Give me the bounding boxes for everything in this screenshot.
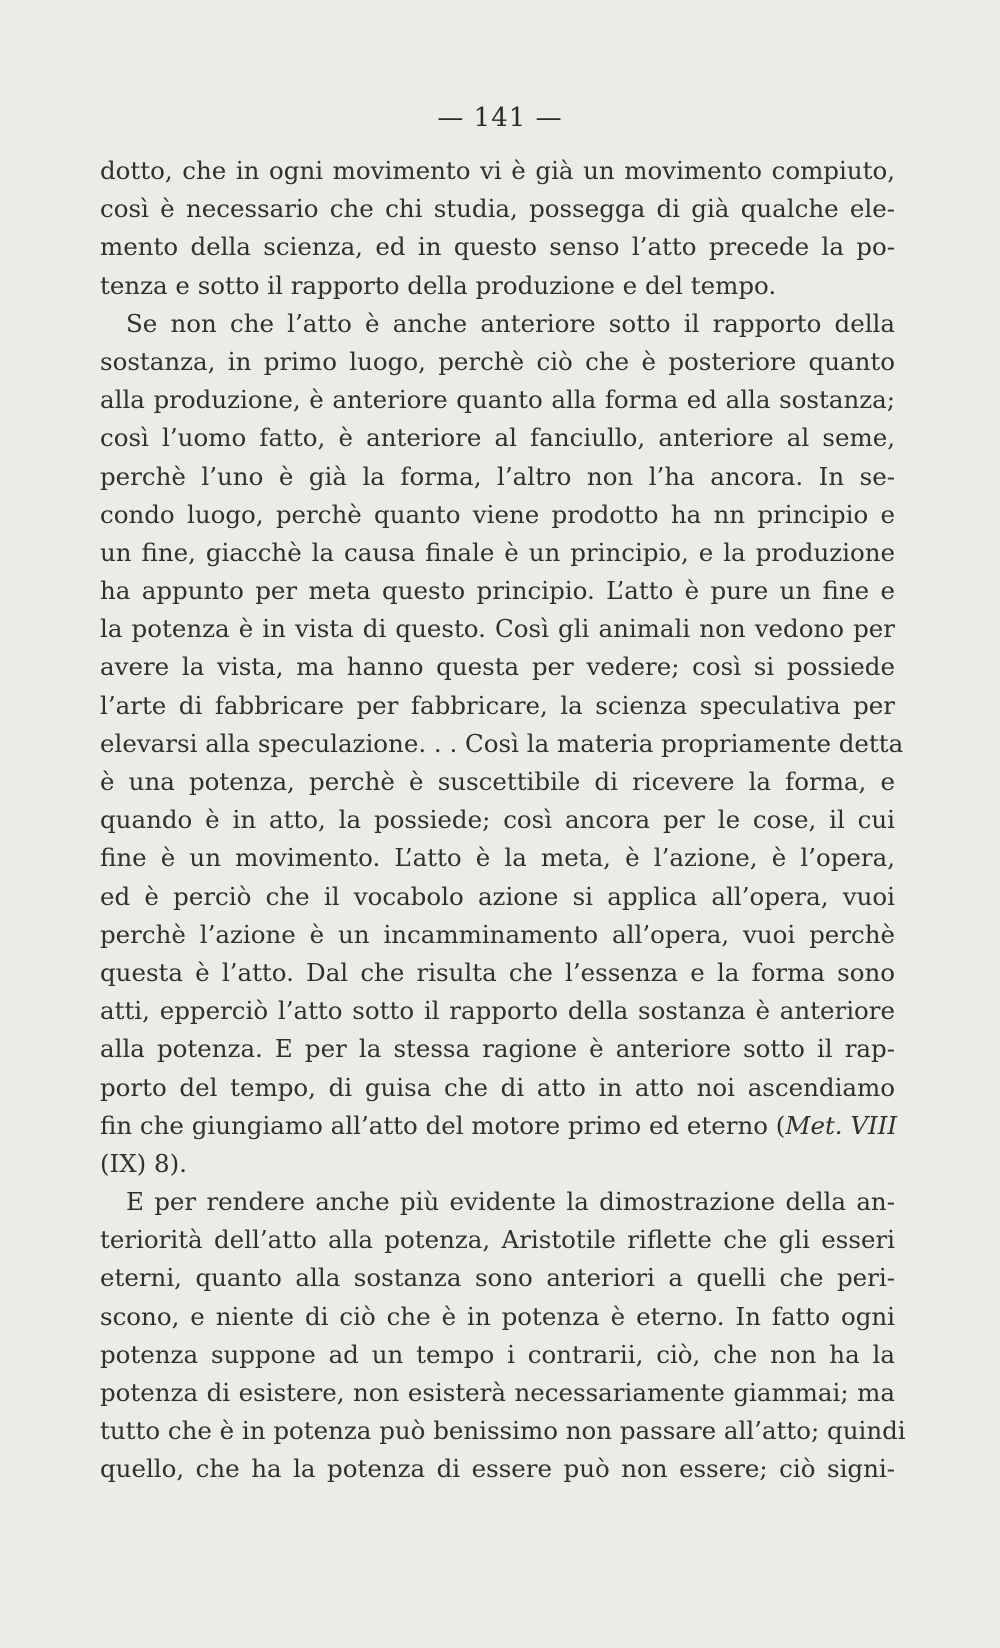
- text-line: sostanza, in primo luogo, perchè ciò che è posteriore quanto: [100, 346, 895, 376]
- text-line: (IX) 8).: [100, 1148, 187, 1178]
- text-line: la potenza è in vista di questo. Così gli animali non vedono per: [100, 614, 895, 644]
- text-line: condo luogo, perchè quanto viene prodotto ha nn principio e: [100, 499, 895, 529]
- page-number: — 141 —: [437, 103, 563, 133]
- paragraph-start-line: E per rendere anche più evidente la dimostrazione della an-: [126, 1187, 895, 1217]
- body-text: [100, 152, 906, 1489]
- paragraph-start-line: Se non che l’atto è anche anteriore sotto il rapporto della: [126, 308, 895, 338]
- text-line: questa è l’atto. Dal che risulta che l’essenza e la forma sono: [100, 957, 895, 987]
- text-line: atti, epperciò l’atto sotto il rapporto della sostanza è anteriore: [100, 996, 895, 1026]
- text-line: così è necessario che chi studia, possegga di già qualche ele-: [100, 194, 895, 224]
- text-line: perchè l’azione è un incamminamento all’opera, vuoi perchè: [100, 919, 895, 949]
- text-line: l’arte di fabbricare per fabbricare, la scienza speculativa per: [100, 690, 895, 720]
- text-line: alla potenza. E per la stessa ragione è anteriore sotto il rap-: [100, 1034, 895, 1064]
- text-line: alla produzione, è anteriore quanto alla forma ed alla sostanza;: [100, 385, 895, 415]
- text-line: elevarsi alla speculazione. . . Così la materia propriamente detta: [100, 728, 904, 758]
- text-line: quello, che ha la potenza di essere può non essere; ciò signi-: [100, 1454, 895, 1484]
- text-line: così l’uomo fatto, è anteriore al fanciullo, anteriore al seme,: [100, 423, 895, 453]
- text-line: fine è un movimento. L’atto è la meta, è l’azione, è l’opera,: [100, 843, 895, 873]
- text-line: potenza suppone ad un tempo i contrarii, ciò, che non ha la: [100, 1339, 895, 1369]
- text-line: ed è perciò che il vocabolo azione si applica all’opera, vuoi: [100, 881, 895, 911]
- text-line: dotto, che in ogni movimento vi è già un movimento compiuto,: [100, 156, 895, 185]
- text-line: è una potenza, perchè è suscettibile di ricevere la forma, e: [100, 767, 895, 796]
- text-line: eterni, quanto alla sostanza sono anteriori a quelli che peri-: [100, 1263, 895, 1293]
- text-line: scono, e niente di ciò che è in potenza è eterno. In fatto ogni: [100, 1301, 895, 1331]
- text-line: porto del tempo, di guisa che di atto in atto noi ascendiamo: [100, 1072, 895, 1102]
- text-line: avere la vista, ma hanno questa per vedere; così si possiede: [100, 652, 895, 682]
- text-line: teriorità dell’atto alla potenza, Aristotile riflette che gli esseri: [100, 1225, 895, 1255]
- text-line: tenza e sotto il rapporto della produzione e del tempo.: [100, 270, 777, 300]
- text-line: mento della scienza, ed in questo senso l’atto precede la po-: [100, 232, 895, 262]
- citation-line: [100, 1107, 898, 1145]
- text-line: perchè l’uno è già la forma, l’altro non l’ha ancora. In se-: [100, 461, 895, 491]
- text-line: ha appunto per meta questo principio. L’atto è pure un fine e: [100, 576, 895, 606]
- citation-prefix: fin che giungiamo all’atto del motore primo ed eterno (: [100, 1110, 786, 1140]
- text-line: un fine, giacchè la causa finale è un principio, e la produzione: [100, 537, 895, 567]
- work-reference: Met. VIII: [785, 1110, 898, 1140]
- text-line: potenza di esistere, non esisterà necessariamente giammai; ma: [100, 1378, 895, 1407]
- text-line: tutto che è in potenza può benissimo non passare all’atto; quindi: [100, 1416, 906, 1446]
- text-line: quando è in atto, la possiede; così ancora per le cose, il cui: [100, 805, 895, 835]
